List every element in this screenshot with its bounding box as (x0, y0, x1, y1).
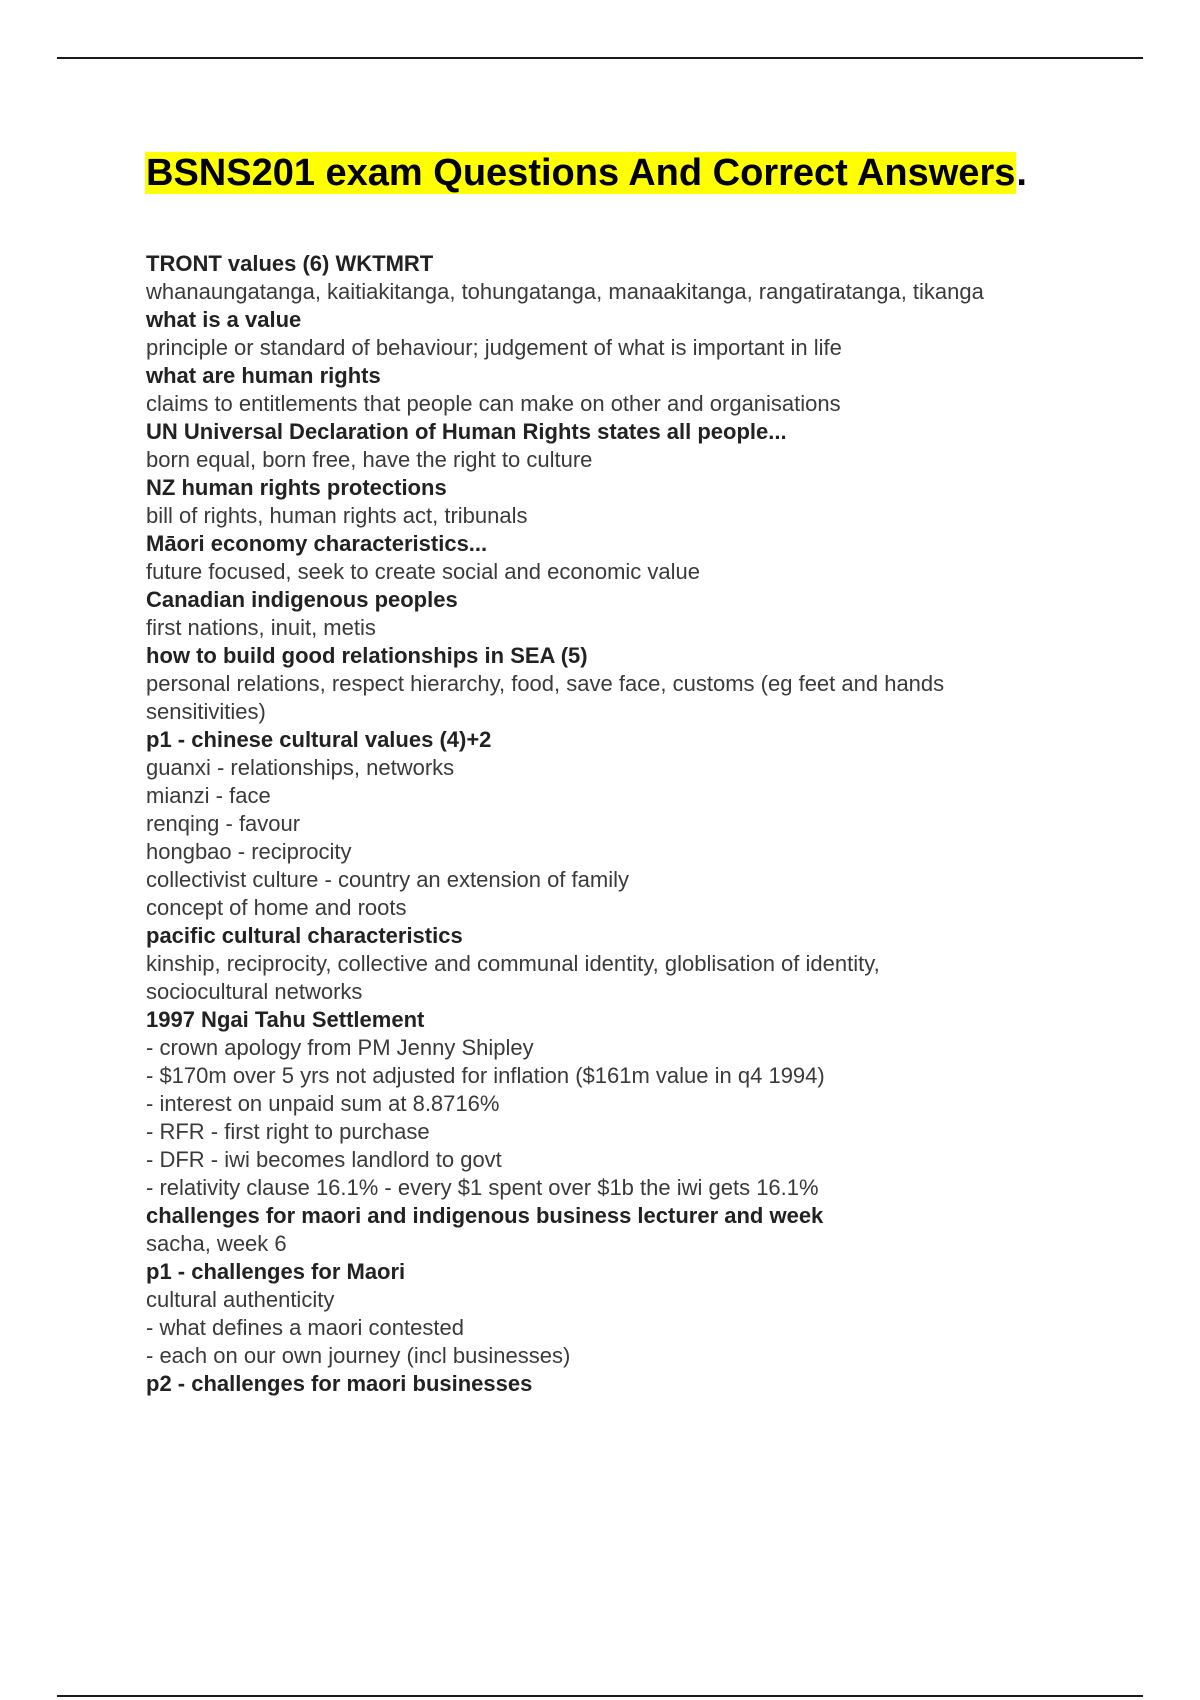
answer-line: hongbao - reciprocity (146, 839, 352, 864)
qa-item (146, 1202, 1146, 1258)
answer-line: renqing - favour (146, 811, 301, 836)
answer-block (146, 278, 1146, 306)
answer-line: first nations, inuit, metis (146, 615, 376, 640)
answer-block (146, 1230, 1146, 1258)
answer-line: sensitivities) (146, 699, 266, 724)
answer-block (146, 334, 1146, 362)
answer-line: - crown apology from PM Jenny Shipley (146, 1035, 534, 1060)
answer-block (146, 558, 1146, 586)
qa-item (146, 474, 1146, 530)
qa-item (146, 1370, 1146, 1398)
answer-block (146, 390, 1146, 418)
qa-item (146, 922, 1146, 1006)
question-text: p2 - challenges for maori businesses (146, 1371, 533, 1396)
title-highlight: BSNS201 exam Questions And Correct Answers (146, 152, 1016, 194)
answer-line: collectivist culture - country an extension of family (146, 867, 629, 892)
answer-line: whanaungatanga, kaitiakitanga, tohungatanga, manaakitanga, rangatiratanga, tikanga (146, 279, 984, 304)
question-text: Canadian indigenous peoples (146, 587, 458, 612)
qa-item (146, 1006, 1146, 1202)
question-text: TRONT values (6) WKTMRT (146, 251, 434, 276)
qa-item (146, 362, 1146, 418)
answer-block (146, 1034, 1146, 1202)
answer-line: - DFR - iwi becomes landlord to govt (146, 1147, 502, 1172)
answer-line: sociocultural networks (146, 979, 363, 1004)
answer-line: born equal, born free, have the right to culture (146, 447, 593, 472)
question-text: Māori economy characteristics... (146, 531, 488, 556)
qa-item (146, 642, 1146, 726)
question-text: how to build good relationships in SEA (5) (146, 643, 588, 668)
header-rule (57, 57, 1143, 59)
answer-line: mianzi - face (146, 783, 271, 808)
answer-block (146, 754, 1146, 922)
answer-line: sacha, week 6 (146, 1231, 287, 1256)
answer-line: principle or standard of behaviour; judgement of what is important in life (146, 335, 842, 360)
answer-line: - what defines a maori contested (146, 1315, 464, 1340)
answer-block (146, 950, 1146, 1006)
question-text: 1997 Ngai Tahu Settlement (146, 1007, 425, 1032)
question-text: what is a value (146, 307, 302, 332)
answer-line: - interest on unpaid sum at 8.8716% (146, 1091, 500, 1116)
document-title (145, 145, 1027, 201)
qa-item (146, 726, 1146, 922)
answer-line: claims to entitlements that people can make on other and organisations (146, 391, 841, 416)
qa-list (146, 250, 1146, 1398)
answer-line: - each on our own journey (incl businesses) (146, 1343, 571, 1368)
answer-line: concept of home and roots (146, 895, 407, 920)
answer-line: - $170m over 5 yrs not adjusted for inflation ($161m value in q4 1994) (146, 1063, 825, 1088)
qa-item (146, 1258, 1146, 1370)
question-text: UN Universal Declaration of Human Rights states all people... (146, 419, 787, 444)
answer-block (146, 502, 1146, 530)
answer-line: - RFR - first right to purchase (146, 1119, 430, 1144)
qa-item (146, 418, 1146, 474)
question-text: what are human rights (146, 363, 381, 388)
answer-line: guanxi - relationships, networks (146, 755, 455, 780)
question-text: p1 - chinese cultural values (4)+2 (146, 727, 492, 752)
answer-block (146, 670, 1146, 726)
qa-item (146, 586, 1146, 642)
answer-line: bill of rights, human rights act, tribunals (146, 503, 528, 528)
question-text: NZ human rights protections (146, 475, 447, 500)
qa-item (146, 530, 1146, 586)
answer-line: personal relations, respect hierarchy, food, save face, customs (eg feet and hands (146, 671, 945, 696)
question-text: pacific cultural characteristics (146, 923, 463, 948)
title-period: . (1016, 152, 1027, 194)
answer-line: kinship, reciprocity, collective and communal identity, globlisation of identity, (146, 951, 880, 976)
answer-block (146, 1286, 1146, 1370)
answer-block (146, 614, 1146, 642)
answer-block (146, 446, 1146, 474)
qa-item (146, 306, 1146, 362)
answer-line: cultural authenticity (146, 1287, 335, 1312)
question-text: p1 - challenges for Maori (146, 1259, 406, 1284)
answer-line: - relativity clause 16.1% - every $1 spent over $1b the iwi gets 16.1% (146, 1175, 819, 1200)
footer-rule (57, 1695, 1143, 1697)
answer-line: future focused, seek to create social and economic value (146, 559, 700, 584)
question-text: challenges for maori and indigenous business lecturer and week (146, 1203, 824, 1228)
qa-item (146, 250, 1146, 306)
